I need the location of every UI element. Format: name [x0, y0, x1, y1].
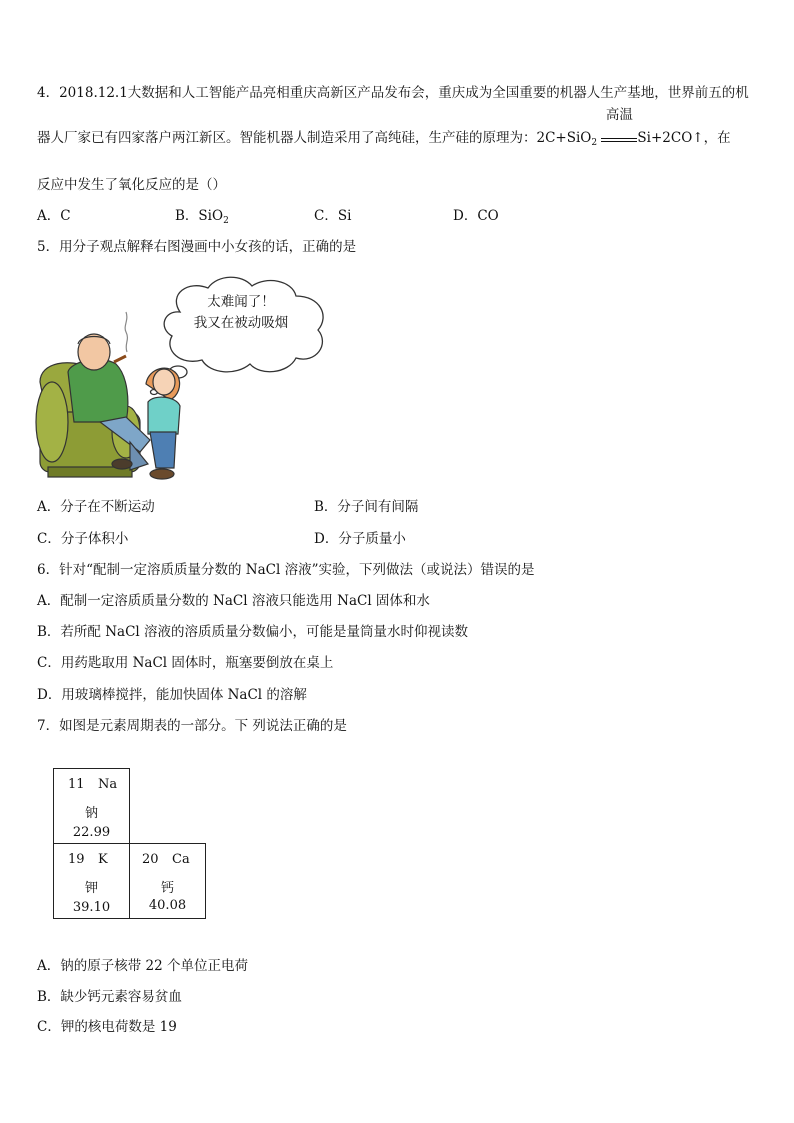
q5-option-b[interactable]: B．分子间有间隔	[314, 499, 419, 515]
q5-stem: 5．用分子观点解释右图漫画中小女孩的话，正确的是	[37, 239, 357, 255]
element-symbol: Ca	[172, 852, 190, 867]
element-symbol: K	[98, 852, 108, 867]
q4-option-b-subscript: 2	[223, 216, 229, 226]
q4-equation-left: 器人厂家已有四家落户两江新区。智能机器人制造采用了高纯硅，生产硅的原理为：2C+SiO	[37, 130, 592, 146]
q7-option-c[interactable]: C．钾的核电荷数是 19	[37, 1019, 177, 1035]
atomic-number: 11	[68, 777, 85, 792]
q4-stem-line3: 反应中发生了氧化反应的是（）	[37, 177, 226, 193]
q6-option-c[interactable]: C．用药匙取用 NaCl 固体时，瓶塞要倒放在桌上	[37, 655, 334, 671]
girl	[146, 368, 180, 479]
q4-stem-line1: 4．2018.12.1大数据和人工智能产品亮相重庆高新区产品发布会，重庆成为全国重要的机器人生产基地，世界前五的机	[37, 85, 749, 101]
q6-option-d[interactable]: D．用玻璃棒搅拌，能加快固体 NaCl 的溶解	[37, 687, 307, 703]
q4-stem-line2	[37, 107, 731, 152]
element-cell-na	[53, 768, 130, 844]
q7-option-a[interactable]: A．钠的原子核带 22 个单位正电荷	[37, 958, 249, 974]
cloud-text-line2: 我又在被动吸烟	[193, 315, 289, 331]
cloud-text-line1: 太难闻了！	[207, 294, 275, 310]
q7-stem: 7．如图是元素周期表的一部分。下 列说法正确的是	[37, 718, 347, 734]
reaction-condition	[601, 107, 637, 142]
q4-equation-subscript: 2	[591, 138, 598, 148]
q5-option-c[interactable]: C．分子体积小	[37, 531, 129, 547]
q6-stem: 6．针对“配制一定溶质质量分数的 NaCl 溶液”实验，下列做法（或说法）错误的是	[37, 562, 535, 578]
double-equals-sign	[601, 138, 637, 142]
reaction-condition-label: 高温	[605, 107, 633, 123]
element-cell-ca	[129, 843, 206, 919]
element-name: 钙	[160, 881, 174, 896]
q5-option-a[interactable]: A．分子在不断运动	[37, 499, 155, 515]
q5-option-d[interactable]: D．分子质量小	[314, 531, 406, 547]
element-name: 钾	[84, 881, 98, 896]
atomic-number: 20	[142, 852, 159, 867]
q6-option-b[interactable]: B．若所配 NaCl 溶液的溶质质量分数偏小，可能是量筒量水时仰视读数	[37, 624, 469, 640]
atomic-mass: 39.10	[72, 900, 111, 915]
q4-option-b-label: B．SiO	[175, 208, 224, 224]
q4-equation-right: Si+2CO↑，在	[637, 130, 731, 146]
q7-option-b[interactable]: B．缺少钙元素容易贫血	[37, 989, 182, 1005]
element-name: 钠	[84, 806, 98, 821]
atomic-mass: 22.99	[72, 825, 111, 840]
q4-option-d[interactable]: D．CO	[453, 208, 499, 224]
atomic-mass: 40.08	[148, 898, 187, 913]
q4-option-a[interactable]: A．C	[37, 208, 71, 224]
q4-option-c[interactable]: C．Si	[314, 208, 352, 224]
atomic-number: 19	[68, 852, 85, 867]
q6-option-a[interactable]: A．配制一定溶质质量分数的 NaCl 溶液只能选用 NaCl 固体和水	[37, 593, 430, 609]
q4-option-b[interactable]	[175, 207, 229, 230]
element-symbol: Na	[98, 777, 118, 792]
element-cell-k	[53, 843, 130, 919]
